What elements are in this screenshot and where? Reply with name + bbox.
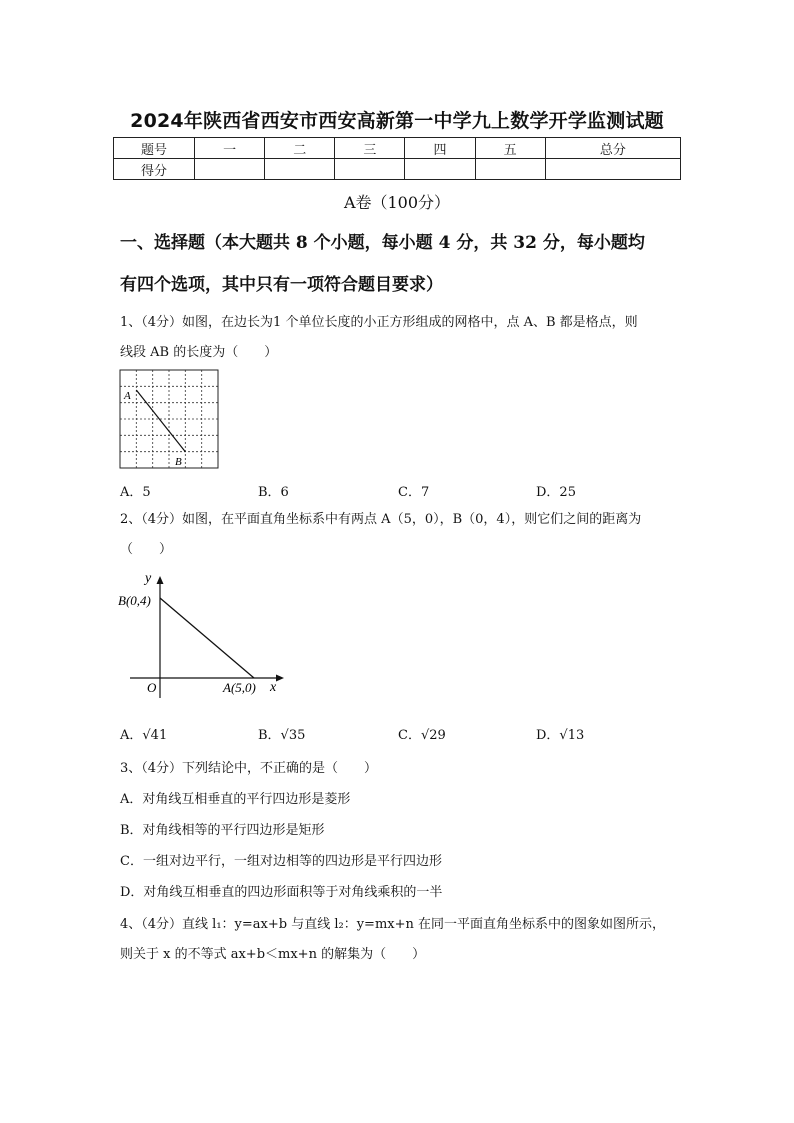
q1-option-c[interactable]: C．7 <box>398 485 430 500</box>
score-input-cell <box>475 159 545 180</box>
section-heading-line-1: 一、选择题（本大题共 8 个小题，每小题 4 分，共 32 分，每小题均 <box>120 233 645 253</box>
origin-label: O <box>147 680 157 695</box>
score-cell: 题号 <box>114 138 195 159</box>
q1-option-b[interactable]: B．6 <box>258 485 289 500</box>
grid-lines <box>120 370 220 468</box>
q3-option-c[interactable]: C．一组对边平行，一组对边相等的四边形是平行四边形 <box>120 854 442 869</box>
q1-stem-line-2: 线段 AB 的长度为（ ） <box>120 345 278 360</box>
q3-option-b[interactable]: B．对角线相等的平行四边形是矩形 <box>120 823 325 838</box>
score-cell: 五 <box>475 138 545 159</box>
section-heading-line-2: 有四个选项，其中只有一项符合题目要求） <box>120 275 443 295</box>
score-cell: 一 <box>195 138 265 159</box>
q2-option-a[interactable]: A．√41 <box>120 728 168 743</box>
score-cell: 三 <box>335 138 405 159</box>
segment-ab <box>160 598 254 678</box>
score-table-header-row <box>114 138 681 159</box>
score-input-cell <box>265 159 335 180</box>
paper-part-heading: A卷（100分） <box>343 193 451 212</box>
score-cell: 得分 <box>114 159 195 180</box>
q1-grid-figure <box>118 368 222 472</box>
q4-stem-line-1: 4、（4分）直线 l₁：y=ax+b 与直线 l₂：y=mx+n 在同一平面直角坐标系中的图象如图所示， <box>120 917 666 932</box>
score-cell: 二 <box>265 138 335 159</box>
score-input-cell <box>195 159 265 180</box>
q2-option-c[interactable]: C．√29 <box>398 728 446 743</box>
x-axis-arrow <box>276 675 284 682</box>
q1-stem-line-1: 1、（4分）如图，在边长为1 个单位长度的小正方形组成的网格中，点 A、B 都是格点，则 <box>120 315 638 330</box>
y-axis-label: y <box>145 571 152 586</box>
label-a: A <box>124 390 131 402</box>
score-input-cell <box>545 159 680 180</box>
score-cell: 总分 <box>545 138 680 159</box>
score-table <box>113 137 681 180</box>
q2-option-d[interactable]: D．√13 <box>536 728 585 743</box>
point-a-label: A(5,0) <box>223 680 256 695</box>
q3-option-d[interactable]: D．对角线互相垂直的四边形面积等于对角线乘积的一半 <box>120 885 443 900</box>
q2-option-b[interactable]: B．√35 <box>258 728 306 743</box>
page-title: 2024年陕西省西安市西安高新第一中学九上数学开学监测试题 <box>130 110 664 132</box>
score-input-cell <box>405 159 475 180</box>
q2-stem-line-1: 2、（4分）如图，在平面直角坐标系中有两点 A（5，0），B（0，4），则它们之间的距离为 <box>120 512 642 527</box>
score-input-cell <box>335 159 405 180</box>
score-cell: 四 <box>405 138 475 159</box>
q4-stem-line-2: 则关于 x 的不等式 ax+b＜mx+n 的解集为（ ） <box>120 947 426 962</box>
q2-stem-line-2: （ ） <box>120 542 173 557</box>
label-b: B <box>175 456 182 468</box>
q2-coordinate-figure <box>116 566 296 702</box>
segment-ab <box>136 390 185 452</box>
score-table-score-row <box>114 159 681 180</box>
point-b-label: B(0,4) <box>118 593 151 608</box>
q1-option-d[interactable]: D．25 <box>536 485 576 500</box>
q1-option-a[interactable]: A．5 <box>120 485 151 500</box>
q3-stem: 3、（4分）下列结论中，不正确的是（ ） <box>120 761 378 776</box>
q3-option-a[interactable]: A．对角线互相垂直的平行四边形是菱形 <box>120 792 351 807</box>
x-axis-label: x <box>270 680 277 695</box>
y-axis-arrow <box>157 576 164 584</box>
